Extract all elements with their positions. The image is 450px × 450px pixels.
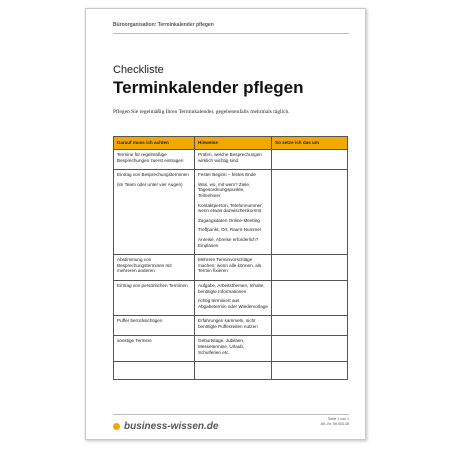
table-row <box>114 170 348 255</box>
cell-checkpoint <box>114 316 195 336</box>
column-header-implementation: So setze ich das um <box>272 137 348 150</box>
cell-implementation[interactable] <box>272 280 348 315</box>
cell-checkpoint-text: Abstimmung von Besprechungsterminen mit mehreren anderen <box>117 257 172 274</box>
cell-hint <box>195 150 272 170</box>
cell-implementation[interactable] <box>272 150 348 170</box>
cell-implementation[interactable] <box>272 362 348 380</box>
logo-text: business-wissen.de <box>124 421 219 432</box>
table-header-row <box>114 137 348 150</box>
cell-hint-text: richtig terminiert aus Abgabetermin oder Wiedervorlage <box>198 298 268 309</box>
cell-checkpoint <box>114 362 195 380</box>
cell-checkpoint <box>114 336 195 362</box>
cell-checkpoint <box>114 255 195 281</box>
cell-implementation[interactable] <box>272 255 348 281</box>
table-row <box>114 316 348 336</box>
cell-implementation[interactable] <box>272 170 348 255</box>
document-type: Checkliste <box>113 64 164 76</box>
cell-hint-text: Treffpunkt, Ort, Raum-Nummer <box>198 227 262 233</box>
cell-hint-text: Anreise, Abreise erforderlich? Einplanen <box>198 236 259 248</box>
article-number: Art.-Nr. 06.003.38 <box>320 422 349 426</box>
checklist-table <box>113 136 348 380</box>
header-divider <box>113 33 349 34</box>
column-header-notes: Hinweise <box>195 137 272 150</box>
cell-hint-text: Kontaktperson, Telefonnummer, wenn etwas dazwischenkommt <box>198 202 263 214</box>
cell-checkpoint <box>114 150 195 170</box>
page-number: Seite 1 von 1 <box>328 417 349 421</box>
cell-implementation[interactable] <box>272 336 348 362</box>
document-page <box>85 8 366 440</box>
cell-hint-text: Zugangsdaten Online-Meeting <box>198 217 260 223</box>
table-row <box>114 362 348 380</box>
table-row <box>114 336 348 362</box>
table-row <box>114 150 348 170</box>
running-header: Büroorganisation: Terminkalender pflegen <box>113 22 214 28</box>
cell-hint-text: Geburtstage, Jubiläen, Messetermine, Urlaub, Schulferien etc. <box>198 338 245 355</box>
intro-text: Pflegen Sie regelmäßig Ihren Terminkalender, gegebenenfalls mehrmals täglich. <box>113 109 290 115</box>
cell-hint <box>195 362 272 380</box>
cell-implementation[interactable] <box>272 316 348 336</box>
logo-dot-icon <box>113 423 120 430</box>
cell-hint-text: Aufgabe, Arbeitsthemen, Inhalte, benötigte Informationen <box>198 282 265 294</box>
cell-checkpoint-text: Eintrag von persönlichen Terminen <box>117 282 188 288</box>
cell-hint-text: Mehrere Terminvorschläge machen; wenn alle können, als Termin fixieren <box>198 257 262 274</box>
cell-checkpoint-text: Eintrag von Besprechungsterminen <box>117 172 189 178</box>
document-title: Terminkalender pflegen <box>113 78 304 97</box>
cell-hint <box>195 316 272 336</box>
cell-hint <box>195 170 272 255</box>
cell-checkpoint <box>114 280 195 315</box>
cell-checkpoint-text: Termine für regelmäßige Besprechungen zuerst eintragen <box>117 152 184 163</box>
cell-checkpoint-text: sonstige Termine <box>117 338 152 344</box>
table-row <box>114 255 348 281</box>
cell-hint <box>195 280 272 315</box>
table-row <box>114 280 348 315</box>
cell-checkpoint-text: Puffer berücksichtigen <box>117 318 163 324</box>
cell-hint-text: Fester Beginn – festes Ende <box>198 172 256 178</box>
cell-checkpoint-text: (im Team oder unter vier Augen) <box>117 181 183 187</box>
cell-hint-text: Was, wo, mit wem? Ziele, Tagesordnungspunkte, Teilnehmer <box>198 181 251 198</box>
cell-hint <box>195 255 272 281</box>
footer-divider <box>113 414 349 415</box>
cell-checkpoint <box>114 170 195 255</box>
footer-meta <box>321 417 349 427</box>
cell-hint <box>195 336 272 362</box>
cell-hint-text: Erfahrungen sammeln, nicht benötigte Pufferzeiten nutzen <box>198 318 258 329</box>
column-header-item: Darauf muss ich achten <box>114 137 195 150</box>
cell-hint-text: Prüfen, welche Besprechungen wirklich wichtig sind. <box>198 152 262 163</box>
brand-logo <box>113 421 218 432</box>
